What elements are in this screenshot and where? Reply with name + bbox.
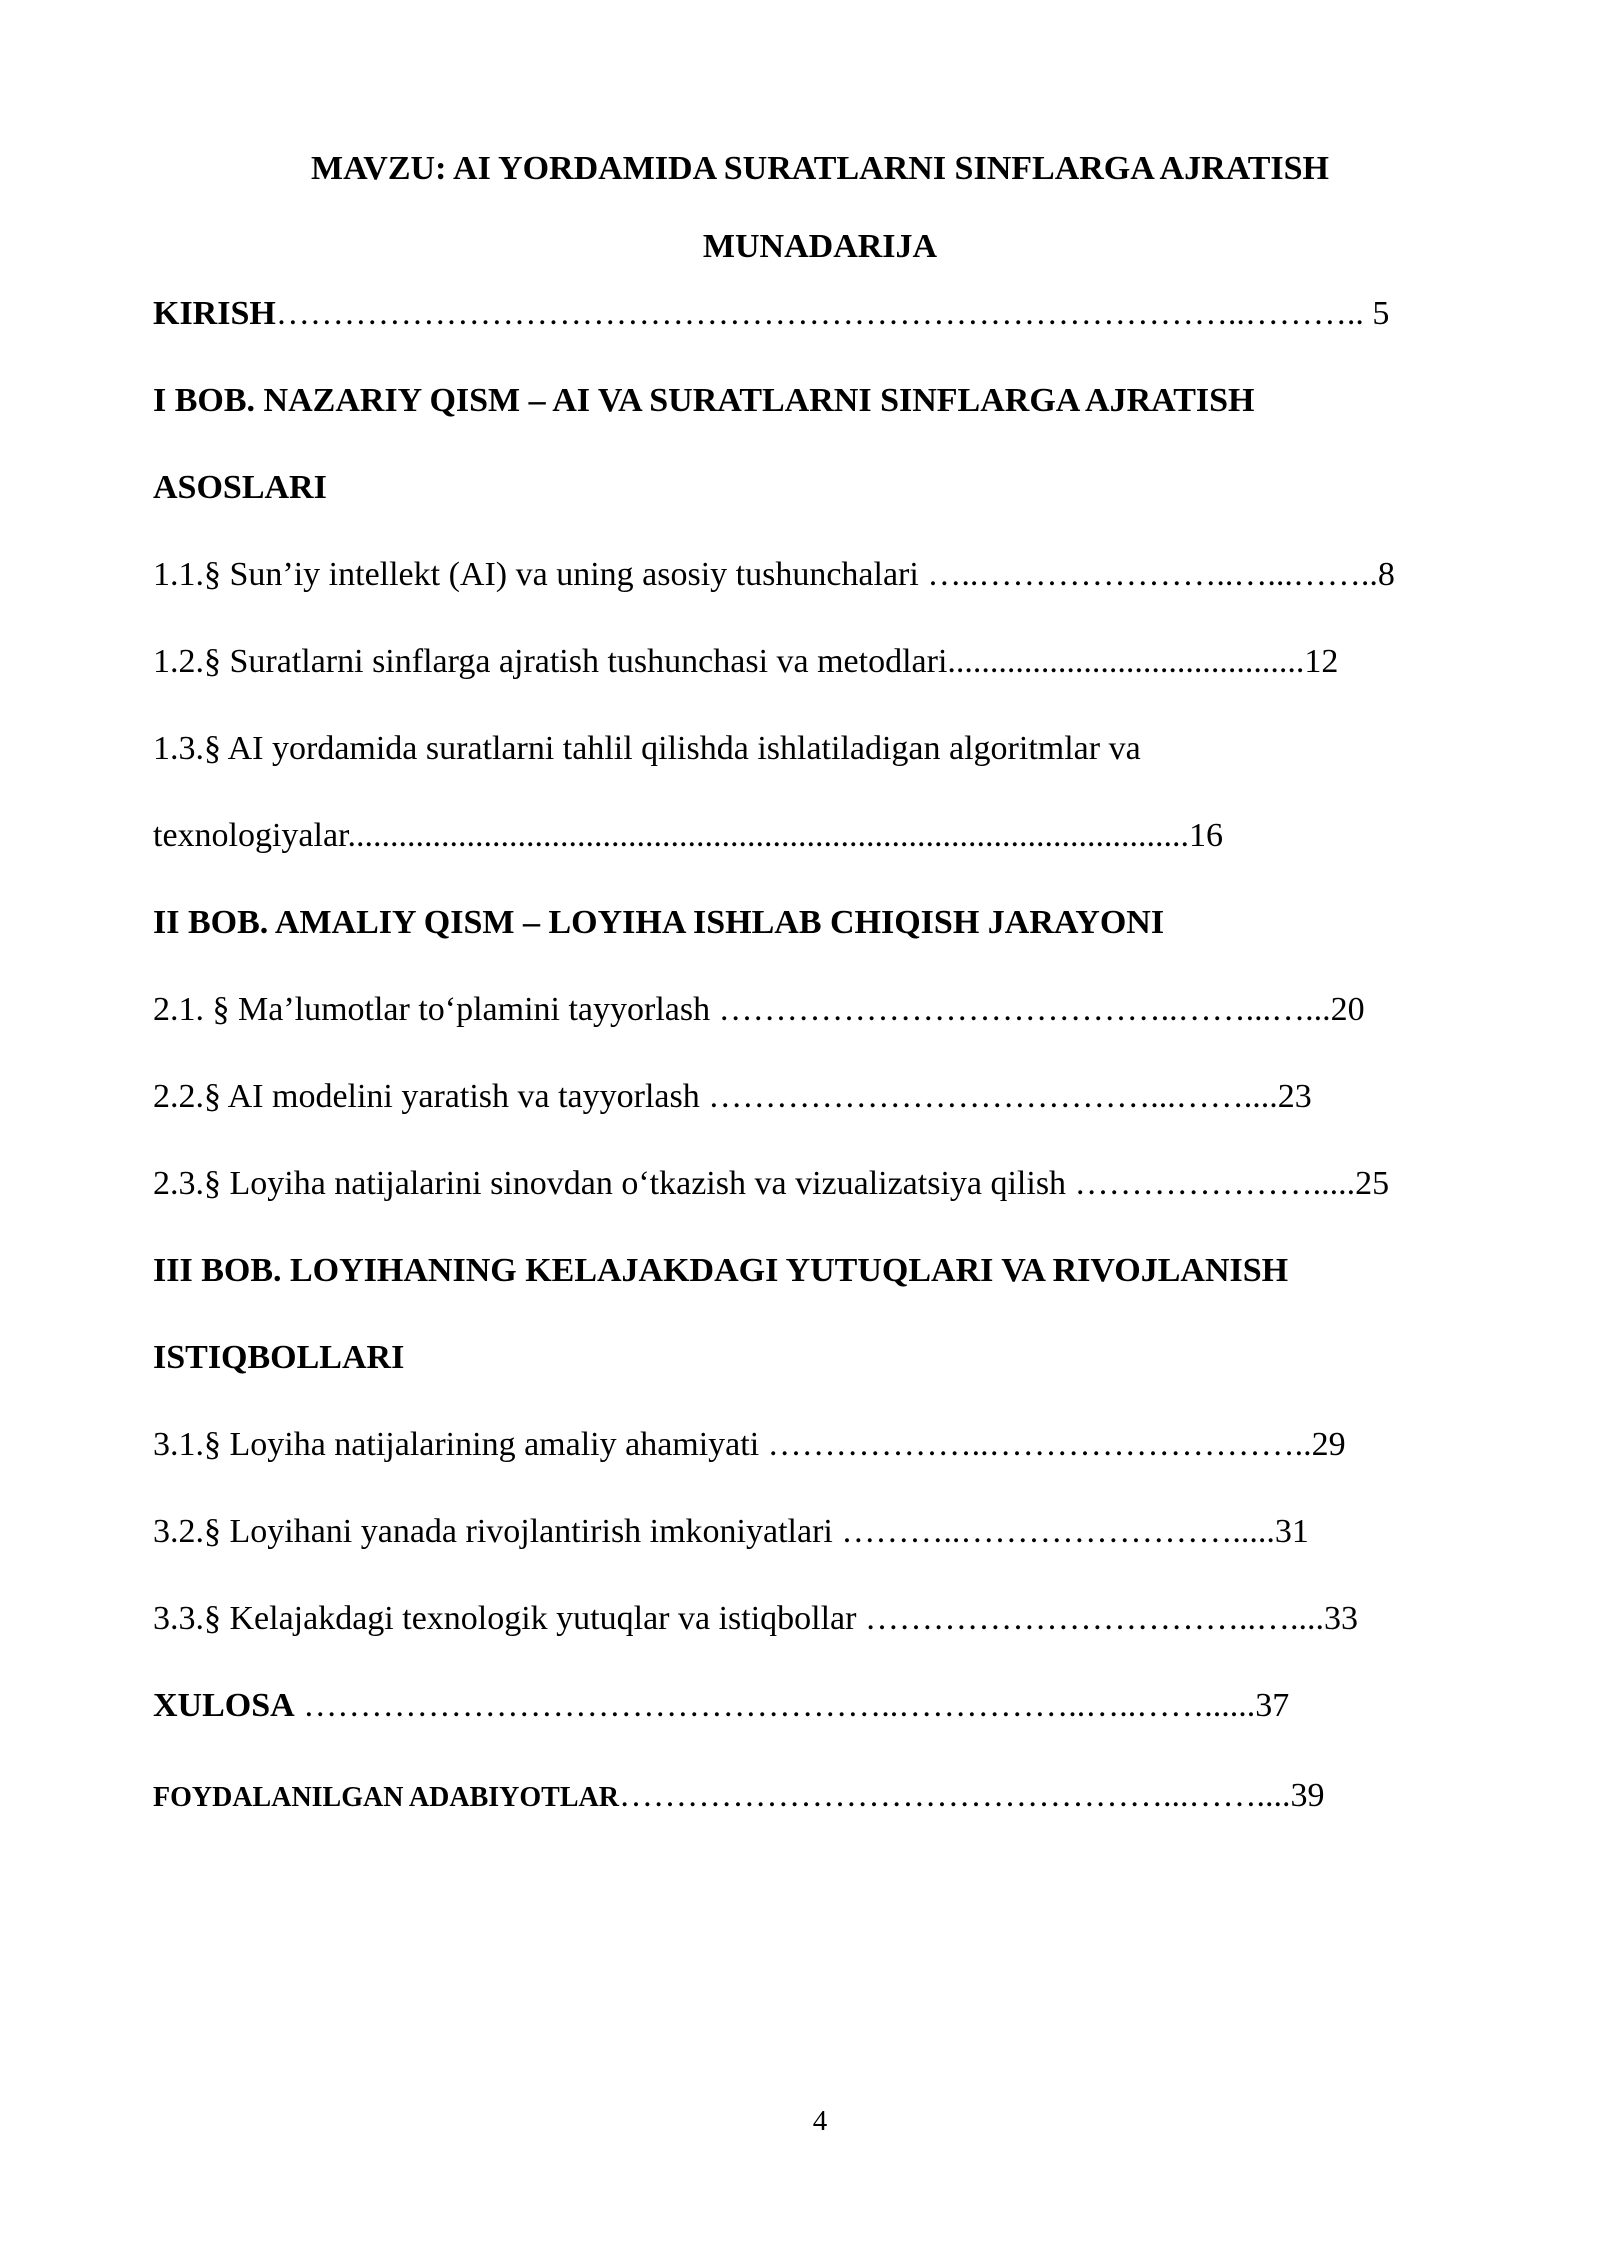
chapter-3-heading[interactable]: III BOB. LOYIHANING KELAJAKDAGI YUTUQLARI VA RIVOJLANISH — [153, 1252, 1289, 1289]
toc-entry-page: 25 — [1355, 1165, 1390, 1202]
toc-entry-page: 16 — [1189, 817, 1224, 854]
chapter-1-heading[interactable]: I BOB. NAZARIY QISM – AI VA SURATLARNI SINFLARGA AJRATISH — [153, 382, 1255, 419]
toc-entry-label: 3.1.§ Loyiha natijalarining amaliy ahamiyati — [153, 1426, 760, 1463]
toc-entry-leader: .......................................... — [947, 643, 1305, 680]
toc-entry-3-2[interactable] — [153, 1513, 1309, 1551]
toc-entry-1-3[interactable] — [153, 817, 1223, 855]
toc-entry-leader: …………………………………...…….... — [699, 1078, 1278, 1115]
toc-entry-2-3[interactable] — [153, 1165, 1389, 1203]
toc-entry-page: 20 — [1330, 991, 1365, 1028]
toc-entry-page: 31 — [1274, 1513, 1309, 1550]
toc-entry-leader: …………………..... — [1066, 1165, 1356, 1202]
toc-entry-1-3-line-1[interactable]: 1.3.§ AI yordamida suratlarni tahlil qilishda ishlatiladigan algoritmlar va — [153, 730, 1141, 767]
toc-entry-leader: …..…………………..…...…….. — [918, 556, 1378, 593]
toc-entry-1-2[interactable] — [153, 643, 1338, 681]
toc-entry-leader: ……………………………………………..……………..…..……...... — [294, 1687, 1256, 1724]
toc-entry-adabiyotlar[interactable] — [153, 1777, 1324, 1815]
toc-entry-leader: ……………………………..….... — [856, 1600, 1324, 1637]
toc-entry-leader: …………………………………………...…….... — [618, 1777, 1291, 1814]
toc-entry-2-2[interactable] — [153, 1078, 1312, 1116]
toc-entry-label: texnologiyalar — [153, 817, 348, 854]
toc-heading: MUNADARIJA — [702, 228, 938, 265]
chapter-2-heading[interactable]: II BOB. AMALIY QISM – LOYIHA ISHLAB CHIQISH JARAYONI — [153, 904, 1165, 941]
toc-entry-label: FOYDALANILGAN ADABIYOTLAR — [153, 1782, 619, 1813]
toc-entry-label: 2.3.§ Loyiha natijalarini sinovdan o‘tkazish va vizualizatsiya qilish — [153, 1165, 1067, 1202]
toc-entry-label: 2.2.§ AI modelini yaratish va tayyorlash — [153, 1078, 700, 1115]
toc-entry-label: XULOSA — [153, 1687, 295, 1724]
toc-entry-label: 1.1.§ Sun’iy intellekt (AI) va uning asosiy tushunchalari — [153, 556, 919, 593]
toc-entry-label: 3.2.§ Loyihani yanada rivojlantirish imkoniyatlari — [153, 1513, 833, 1550]
toc-entry-leader: ………..……………………..... — [832, 1513, 1275, 1550]
toc-entry-label: 1.2.§ Suratlarni sinflarga ajratish tushunchasi va metodlari — [153, 643, 948, 680]
toc-entry-1-1[interactable] — [153, 556, 1395, 594]
toc-entry-page: 8 — [1377, 556, 1395, 593]
toc-entry-page: 39 — [1290, 1777, 1325, 1814]
toc-entry-label: KIRISH — [153, 295, 276, 332]
toc-entry-label: 2.1. § Ma’lumotlar to‘plamini tayyorlash — [153, 991, 711, 1028]
toc-entry-page: 12 — [1304, 643, 1339, 680]
toc-entry-leader: ................................................................................................... — [347, 817, 1190, 854]
toc-entry-page: 23 — [1277, 1078, 1312, 1115]
toc-entry-page: 37 — [1255, 1687, 1290, 1724]
toc-entry-3-1[interactable] — [153, 1426, 1346, 1464]
toc-entry-page: 29 — [1311, 1426, 1346, 1463]
chapter-1-heading-continued[interactable]: ASOSLARI — [153, 469, 327, 506]
toc-entry-xulosa[interactable] — [153, 1687, 1289, 1725]
toc-entry-2-1[interactable] — [153, 991, 1365, 1029]
toc-entry-label: 3.3.§ Kelajakdagi texnologik yutuqlar va istiqbollar — [153, 1600, 857, 1637]
toc-entry-leader: …………………………………..……...…... — [710, 991, 1331, 1028]
toc-entry-3-3[interactable] — [153, 1600, 1358, 1638]
toc-entry-page: 5 — [1372, 295, 1390, 332]
chapter-3-heading-continued[interactable]: ISTIQBOLLARI — [153, 1339, 405, 1376]
document-title: MAVZU: AI YORDAMIDA SURATLARNI SINFLARGA AJRATISH — [311, 150, 1329, 187]
toc-entry-kirish[interactable] — [153, 295, 1389, 333]
toc-entry-leader: ………………..……………………….. — [759, 1426, 1312, 1463]
page-number: 4 — [812, 2105, 828, 2137]
toc-entry-page: 33 — [1323, 1600, 1358, 1637]
toc-entry-leader: …………………………………………………………………………..……….. — [275, 295, 1373, 332]
